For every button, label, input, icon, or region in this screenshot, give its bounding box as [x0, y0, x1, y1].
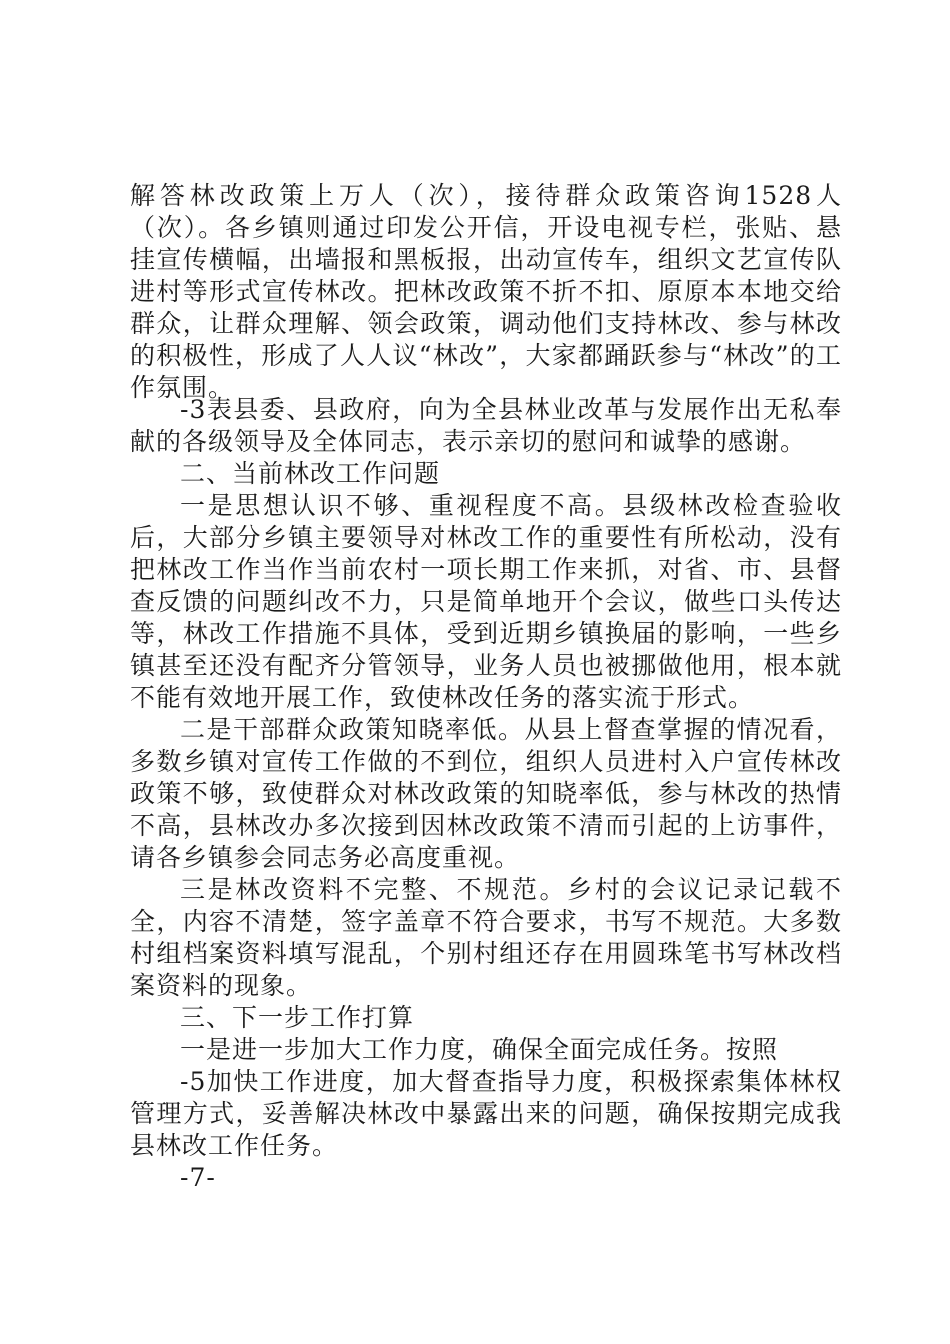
paragraph-plan-1-continued: -5加快工作进度，加大督查指导力度，积极探索集体林权管理方式，妥善解决林改中暴露出来的问题，确保按期完成我县林改工作任务。 [130, 1067, 842, 1160]
section-heading-problems: 二、当前林改工作问题 [180, 459, 441, 488]
paragraph-publicity: 解答林改政策上万人（次），接待群众政策咨询1528人（次）。各乡镇则通过印发公开信，开设电视专栏，张贴、悬挂宣传横幅，出墙报和黑板报，出动宣传车，组织文艺宣传队进村等形式宣传林改。把林改政策不折不扣、原原本本地交给群众，让群众理解、领会政策，调动他们支持林改、参与林改的积极性，形成了人人议“林改”，大家都踊跃参与“林改”的工作氛围。 [130, 181, 842, 402]
paragraph-plan-1: 一是进一步加大工作力度，确保全面完成任务。按照 [180, 1035, 779, 1064]
paragraph-problem-3: 三是林改资料不完整、不规范。乡村的会议记录记载不全，内容不清楚，签字盖章不符合要求，书写不规范。大多数村组档案资料填写混乱，个别村组还存在用圆珠笔书写林改档案资料的现象。 [130, 875, 842, 1000]
section-heading-next-steps: 三、下一步工作打算 [180, 1003, 415, 1032]
paragraph-thanks: -3表县委、县政府，向为全县林业改革与发展作出无私奉献的各级领导及全体同志，表示亲切的慰问和诚挚的感谢。 [130, 395, 842, 456]
paragraph-problem-1: 一是思想认识不够、重视程度不高。县级林改检查验收后，大部分乡镇主要领导对林改工作的重要性有所松动，没有把林改工作当作当前农村一项长期工作来抓，对省、市、县督查反馈的问题纠改不力，只是简单地开个会议，做些口头传达等，林改工作措施不具体，受到近期乡镇换届的影响，一些乡镇甚至还没有配齐分管领导，业务人员也被挪做他用，根本就不能有效地开展工作，致使林改任务的落实流于形式。 [130, 491, 842, 712]
page-number: -7- [180, 1163, 216, 1192]
text-block-top [130, 180, 842, 404]
text-block-main [130, 394, 842, 1194]
paragraph-problem-2: 二是干部群众政策知晓率低。从县上督查掌握的情况看，多数乡镇对宣传工作做的不到位，组织人员进村入户宣传林改政策不够，致使群众对林改政策的知晓率低，参与林改的热情不高，县林改办多次接到因林改政策不清而引起的上访事件，请各乡镇参会同志务必高度重视。 [130, 715, 842, 872]
